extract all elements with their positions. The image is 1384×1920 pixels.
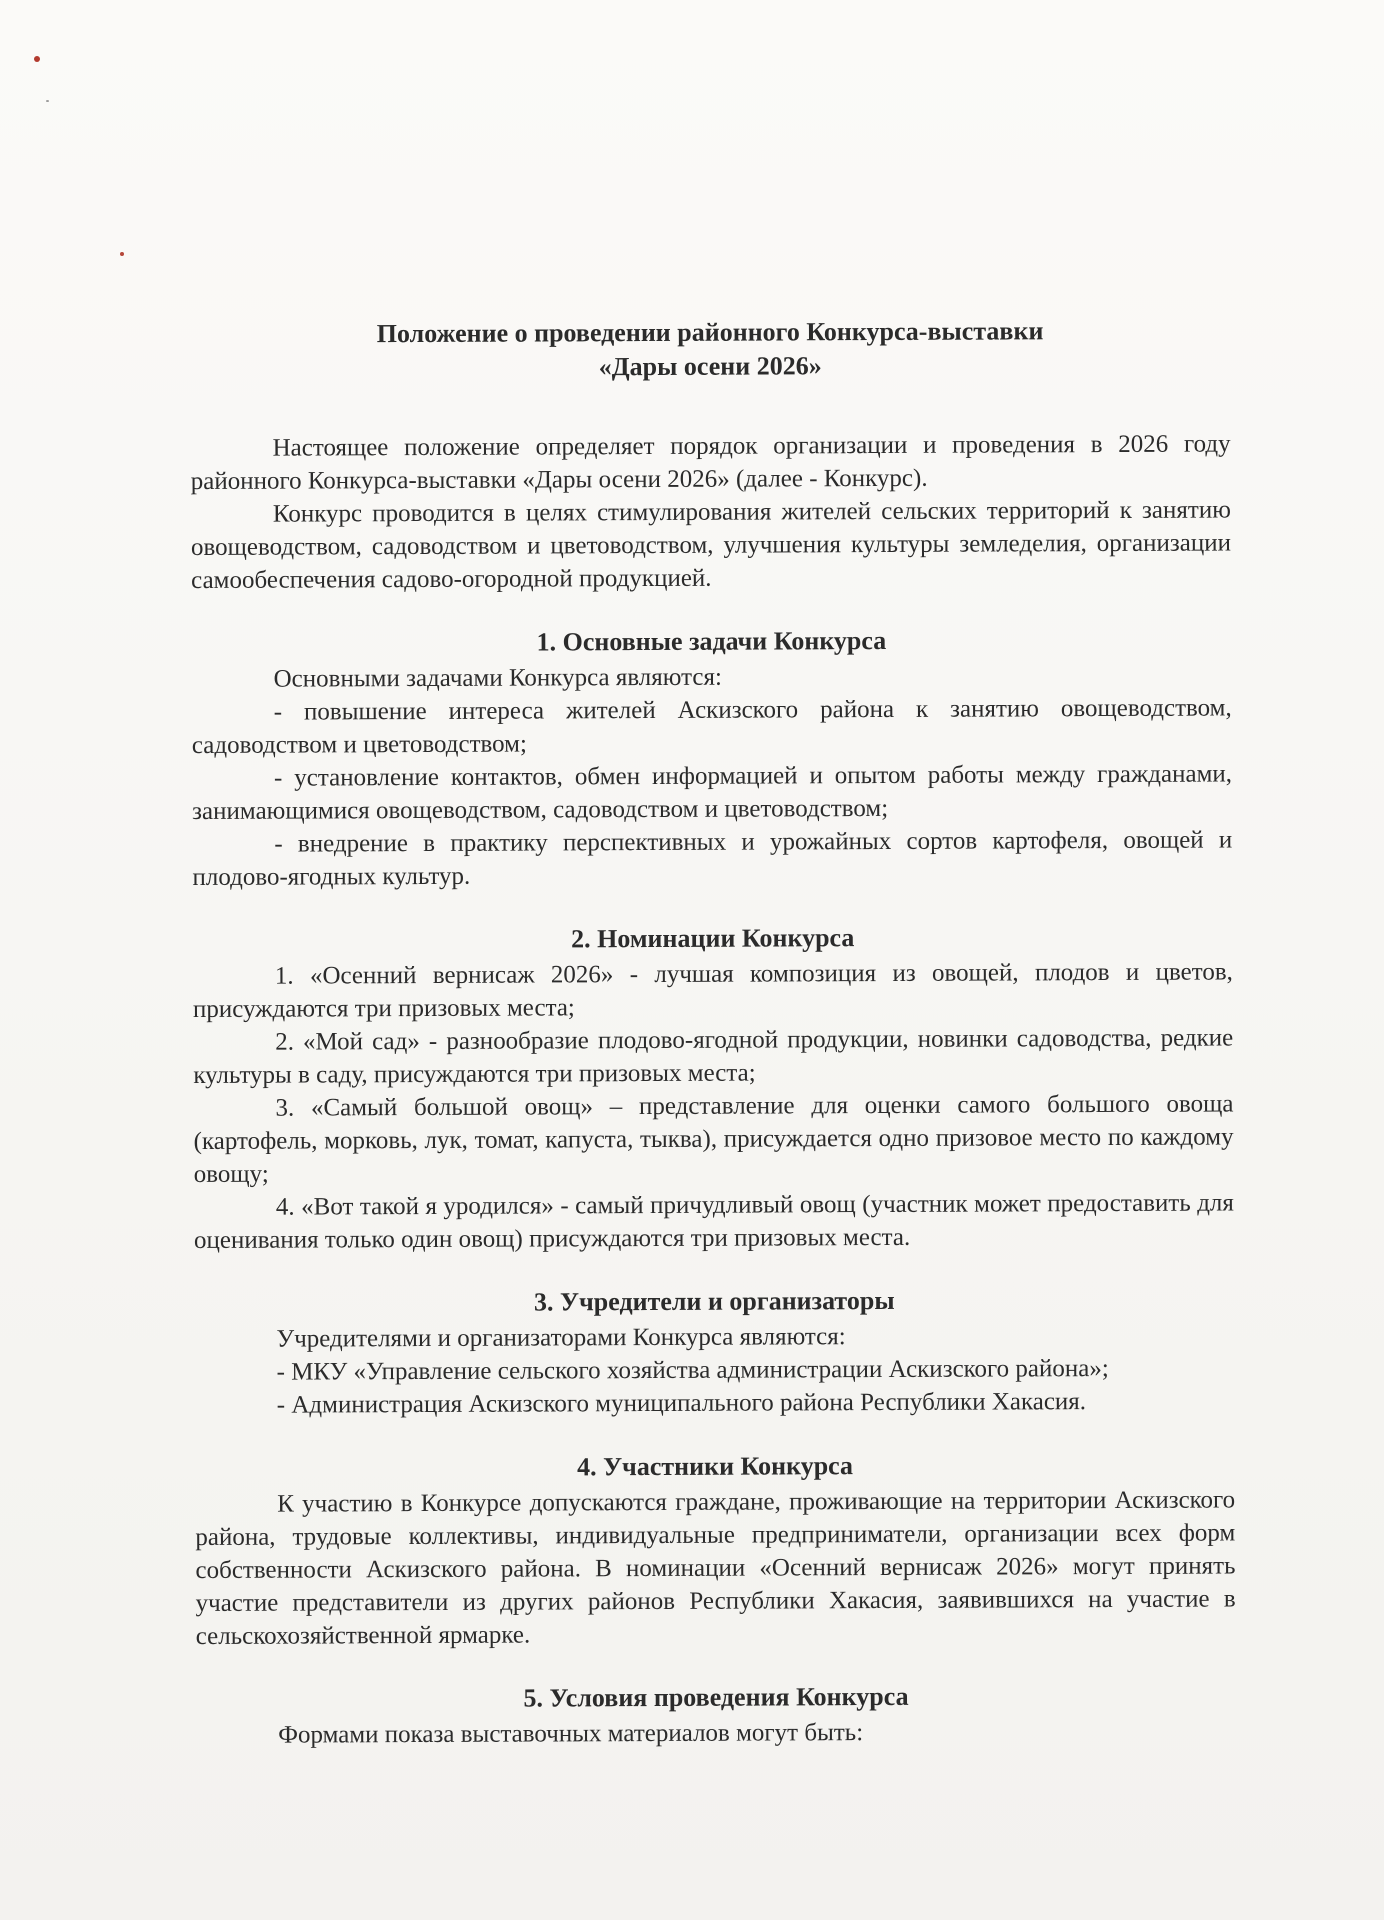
- title-line-2: «Дары осени 2026»: [598, 351, 822, 382]
- section-nominations: [193, 919, 1234, 1257]
- list-item: 4. «Вот такой я уродился» - самый причудливый овощ (участник может предоставить для оценивания только один овощ) присуждаются три призовых места.: [193, 1189, 1234, 1254]
- dust-speck: [46, 100, 49, 102]
- section-founders: [194, 1282, 1235, 1422]
- title-line-1: Положение о проведении районного Конкурса-выставки: [376, 316, 1044, 349]
- section-objectives: [191, 622, 1232, 894]
- intro-paragraph: Настоящее положение определяет порядок организации и проведения в 2026 году районного Конкурса-выставки «Дары осени 2026» (далее - Конкурс).: [190, 430, 1231, 495]
- intro-paragraph: Конкурс проводится в целях стимулирования жителей сельских территорий к занятию овощеводством, садоводством и цветоводством, улучшения культуры земледелия, организации самообеспечения садово-огородной продукцией.: [190, 496, 1232, 594]
- list-item: - МКУ «Управление сельского хозяйства администрации Аскизского района»;: [276, 1355, 1109, 1386]
- list-item: - Администрация Аскизского муниципального района Республики Хакасия.: [276, 1388, 1087, 1419]
- list-item: 1. «Осенний вернисаж 2026» - лучшая композиция из овощей, плодов и цветов, присуждаются три призовых места;: [192, 958, 1233, 1023]
- intro: [190, 427, 1231, 597]
- section-heading: 3. Учредители и организаторы: [533, 1285, 895, 1317]
- section-paragraph: Учредителями и организаторами Конкурса являются:: [276, 1323, 846, 1353]
- ink-speck: [34, 56, 40, 62]
- document-title: [310, 314, 1110, 385]
- section-conditions: [196, 1678, 1236, 1752]
- section-participants: [195, 1447, 1236, 1653]
- document-body: [190, 313, 1236, 1752]
- list-item: 3. «Самый большой овощ» – представление для оценки самого большого овоща (картофель, морковь, лук, томат, капуста, тыква), присуждается одно призовое место по каждому овощу;: [193, 1090, 1234, 1188]
- section-heading: 1. Основные задачи Конкурса: [536, 625, 887, 657]
- section-heading: 5. Условия проведения Конкурса: [523, 1681, 909, 1713]
- list-item: - повышение интереса жителей Аскизского района к занятию овощеводством, садоводством и цветоводством;: [191, 694, 1232, 759]
- list-item: - внедрение в практику перспективных и урожайных сортов картофеля, овощей и плодово-ягодных культур.: [192, 826, 1233, 891]
- section-paragraph: Формами показа выставочных материалов могут быть:: [278, 1719, 864, 1749]
- ink-speck: [120, 252, 124, 256]
- list-item: - установление контактов, обмен информацией и опытом работы между гражданами, занимающимися овощеводством, садоводством и цветоводством;: [192, 760, 1233, 825]
- section-heading: 4. Участники Конкурса: [576, 1451, 854, 1482]
- section-heading: 2. Номинации Конкурса: [570, 923, 855, 954]
- section-paragraph: Основными задачами Конкурса являются:: [273, 663, 722, 693]
- list-item: 2. «Мой сад» - разнообразие плодово-ягодной продукции, новинки садоводства, редкие культуры в саду, присуждаются три призовых места;: [193, 1024, 1234, 1089]
- section-paragraph: К участию в Конкурсе допускаются граждане, проживающие на территории Аскизского района, трудовые коллективы, индивидуальные предприниматели, организации всех форм собственности Аскизского района. В номинации «Осенний вернисаж 2026» могут принять участие представители из других районов Республики Хакасия, заявившихся на участие в сельскохозяйственной ярмарке.: [195, 1486, 1236, 1650]
